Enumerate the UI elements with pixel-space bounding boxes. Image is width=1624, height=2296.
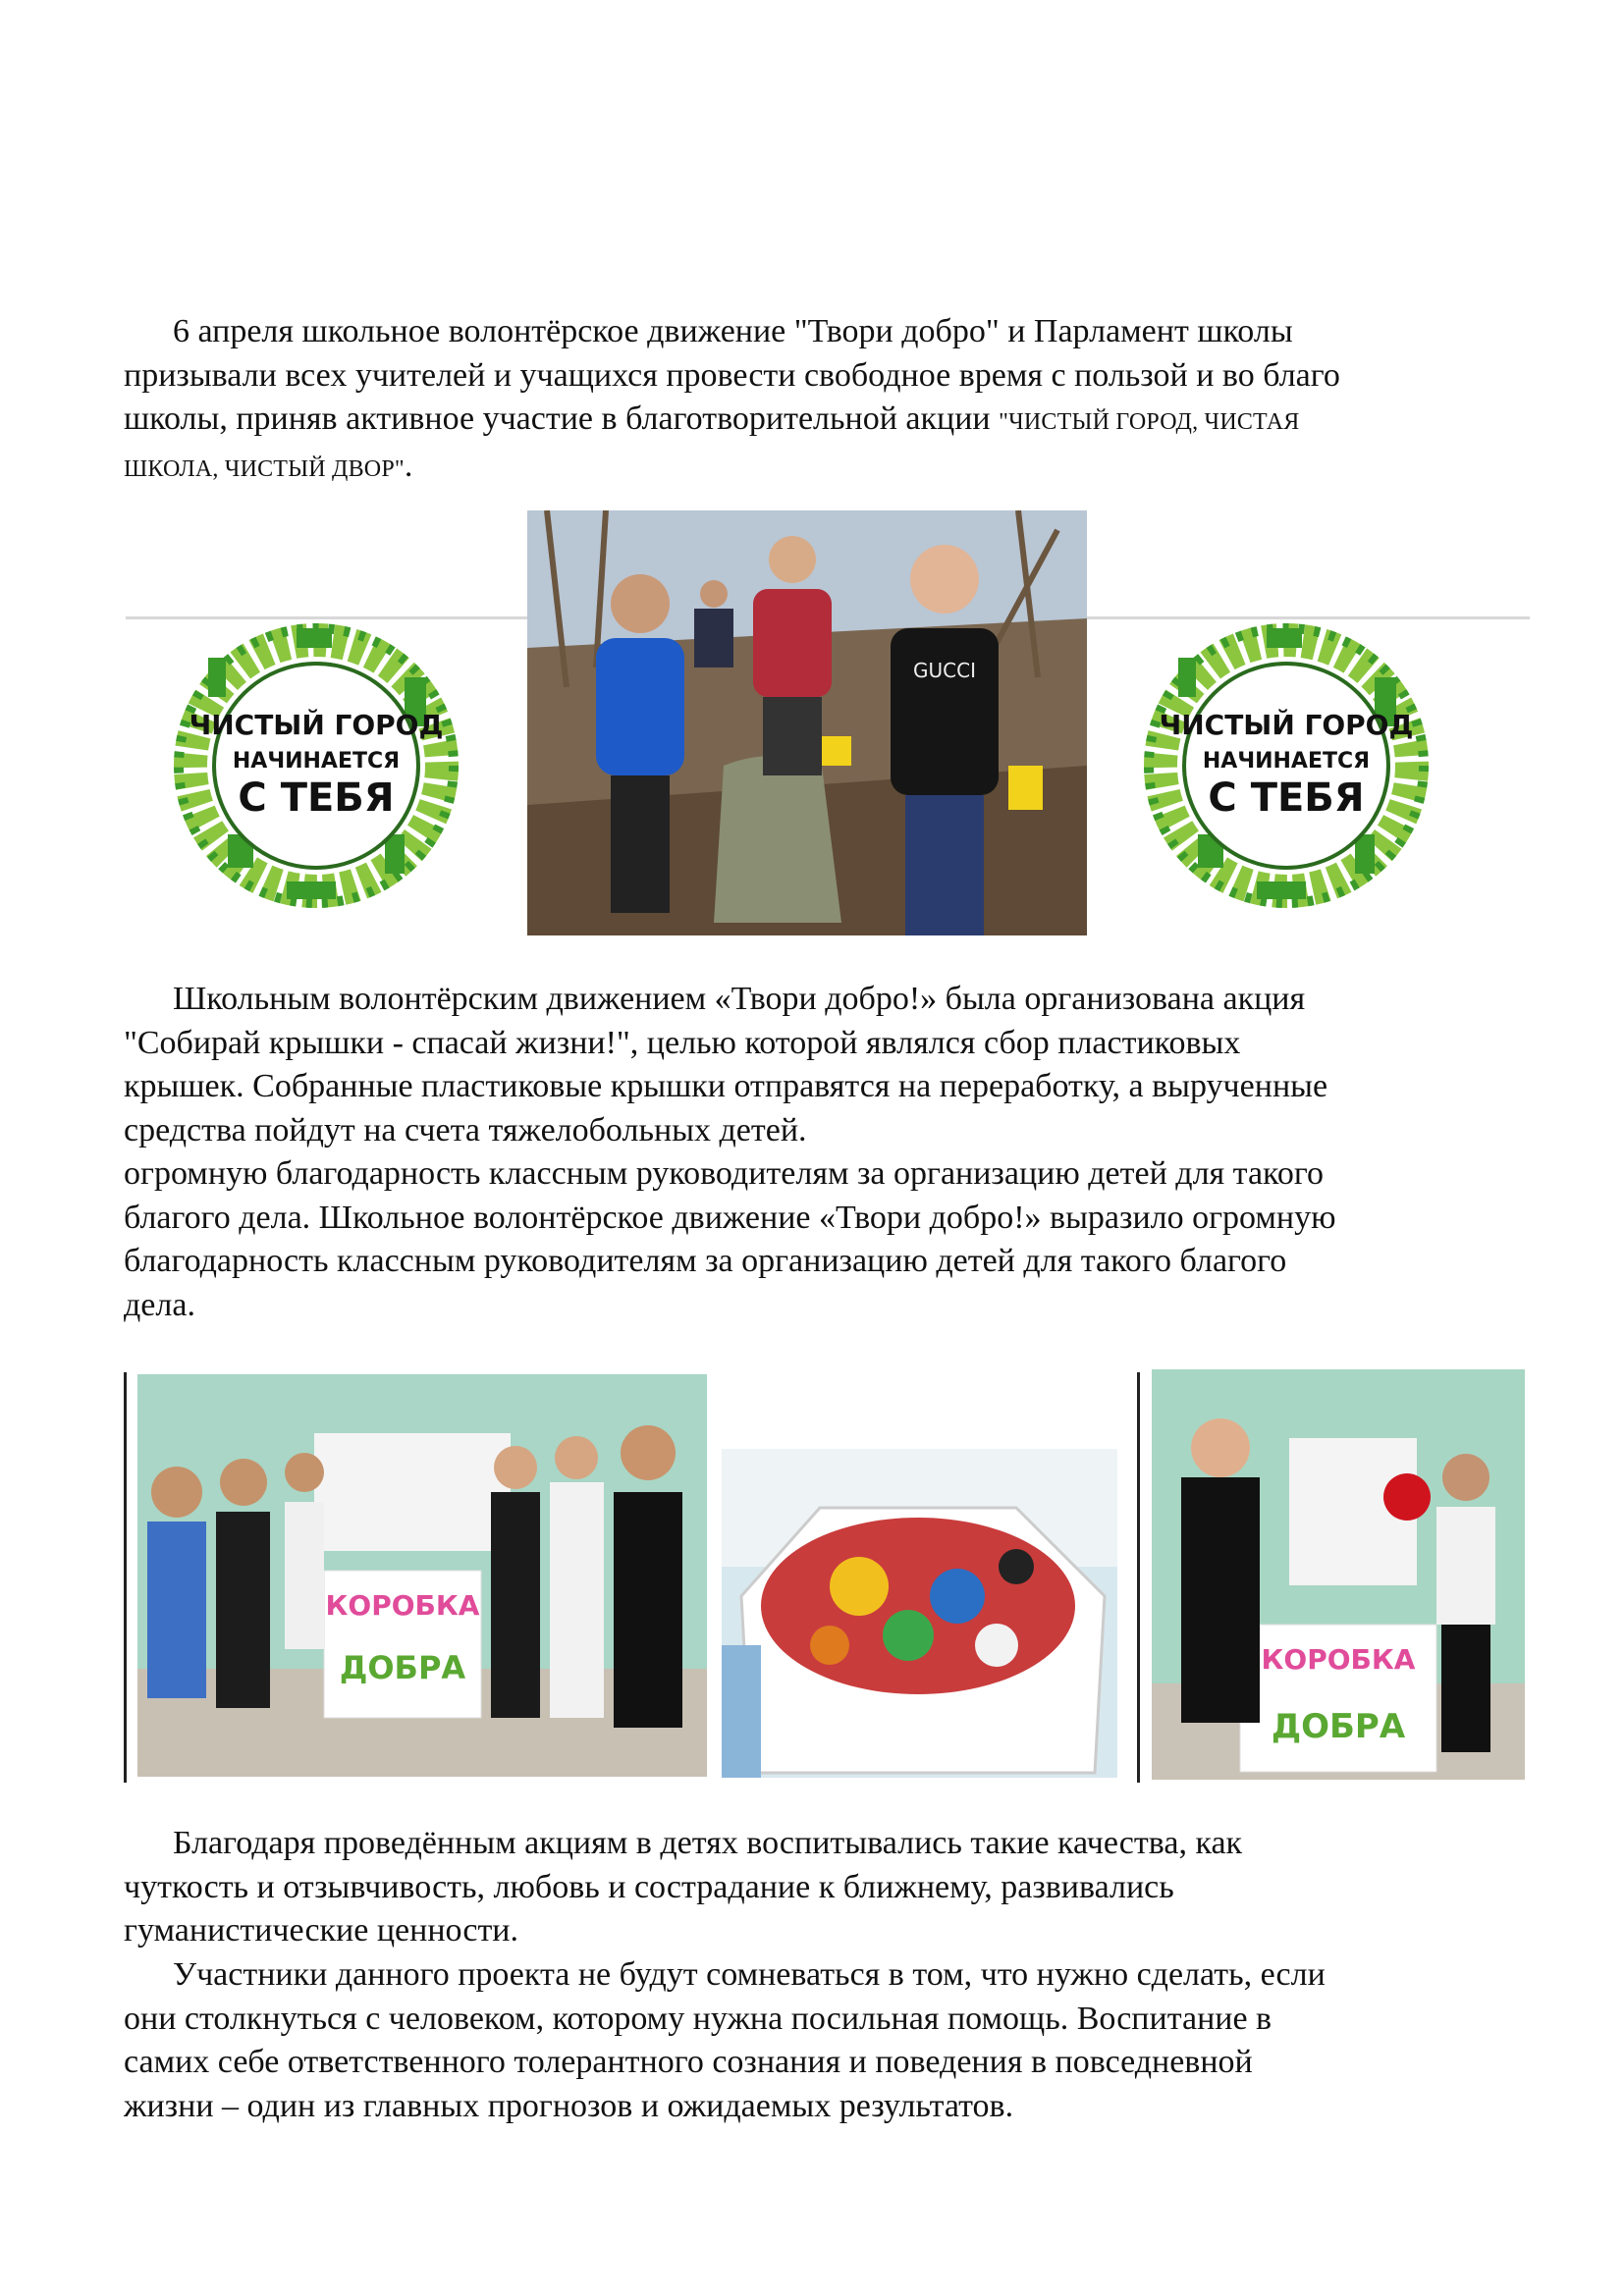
text-line: чуткость и отзывчивость, любовь и сострадание к ближнему, развивались: [124, 1868, 1174, 1905]
logo-text-2: НАЧИНАЕТСЯ: [232, 749, 401, 774]
logo-text-1: ЧИСТЫЙ ГОРОД: [189, 709, 444, 741]
text-line: средства пойдут на счета тяжелобольных детей.: [124, 1111, 807, 1148]
text-line: 6 апреля школьное волонтёрское движение "Твори добро" и Парламент школы: [173, 313, 1293, 349]
text-line: благодарность классным руководителям за организацию детей для такого благого: [124, 1243, 1287, 1279]
clean-city-logo-right: [1139, 618, 1434, 913]
logo-text-2: НАЧИНАЕТСЯ: [1202, 749, 1371, 774]
text-line: крышек. Собранные пластиковые крышки отправятся на переработку, а вырученные: [124, 1068, 1328, 1104]
photo-caps-box: [722, 1449, 1117, 1778]
text-line: Участники данного проекта не будут сомневаться в том, что нужно сделать, если: [173, 1956, 1326, 1993]
text-line: "Собирай крышки - спасай жизни!", целью которой являлся сбор пластиковых: [124, 1024, 1241, 1061]
text-line: .: [404, 447, 413, 484]
text-line: благого дела. Школьное волонтёрское движение «Твори добро!» выразило огромную: [124, 1199, 1336, 1236]
paragraph-intro: [124, 310, 1538, 491]
photo-teacher-with-box: [1152, 1369, 1525, 1780]
text-line: Благодаря проведённым акциям в детях воспитывались такие качества, как: [173, 1825, 1243, 1861]
text-line: призывали всех учителей и учащихся провести свободное время с пользой и во благо: [124, 356, 1340, 394]
photo-cleanup: [527, 510, 1087, 935]
wreath-icon: [1139, 618, 1434, 913]
text-line: жизни – один из главных прогнозов и ожидаемых результатов.: [124, 2087, 1014, 2124]
logo-text-3: С ТЕБЯ: [1208, 775, 1365, 821]
box-label-1: КОРОБКА: [1261, 1643, 1416, 1676]
paragraph-caps-collection: [124, 978, 1538, 1327]
paragraph-results: [124, 1953, 1538, 2128]
action-title: "ЧИСТЫЙ ГОРОД, ЧИСТАЯ: [999, 409, 1300, 435]
clean-city-logo-left: [169, 618, 463, 913]
text-line: Школьным волонтёрским движением «Твори добро!» была организована акция: [173, 981, 1306, 1017]
logo-text-3: С ТЕБЯ: [238, 775, 395, 821]
photo-divider-left: [124, 1372, 127, 1783]
paragraph-values: [124, 1822, 1538, 1953]
box-label-2: ДОБРА: [1271, 1707, 1406, 1746]
photo-divider-right: [1137, 1372, 1140, 1783]
text-line: гуманистические ценности.: [124, 1912, 519, 1949]
text-line: они столкнуться с человеком, которому нужна посильная помощь. Воспитание в: [124, 2000, 1272, 2037]
text-line: самих себе ответственного толерантного сознания и поведения в повседневной: [124, 2044, 1253, 2080]
logo-text-1: ЧИСТЫЙ ГОРОД: [1159, 709, 1414, 741]
text-line: дела.: [124, 1286, 195, 1323]
box-label-1: КОРОБКА: [325, 1589, 480, 1622]
action-title-cont: ШКОЛА, ЧИСТЫЙ ДВОР": [124, 455, 405, 482]
shirt-print: GUCCI: [913, 659, 976, 682]
text-line: школы, приняв активное участие в благотворительной акции: [124, 400, 1000, 437]
text-line: огромную благодарность классным руководителям за организацию детей для такого: [124, 1155, 1324, 1192]
box-label-2: ДОБРА: [339, 1649, 466, 1686]
wreath-icon: [169, 618, 463, 913]
photo-class-with-box: [137, 1374, 707, 1777]
